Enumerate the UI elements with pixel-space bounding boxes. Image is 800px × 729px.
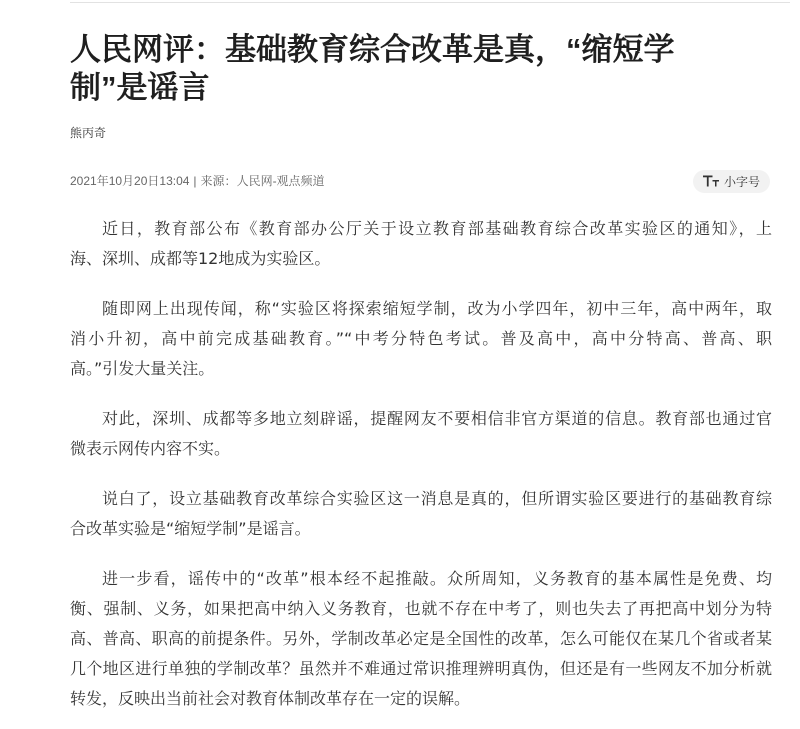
paragraph	[70, 294, 772, 384]
paragraph-line: 转发，反映出当前社会对教育体制改革存在一定的误解。	[70, 689, 471, 708]
article-title	[70, 31, 730, 107]
paragraph-line: 随即网上出现传闻，称“实验区将探索缩短学制，改为小学四年，初中三年，高中两年，取	[102, 299, 772, 318]
paragraph-line: 对此，深圳、成都等多地立刻辟谣，提醒网友不要相信非官方渠道的信息。教育部也通过官	[102, 409, 772, 428]
article-body	[70, 214, 772, 714]
paragraph-line: 衡、强制、义务，如果把高中纳入义务教育，也就不存在中考了，则也失去了再把高中划分为特	[70, 599, 772, 618]
paragraph	[70, 404, 772, 464]
article-title-line: 制”是谣言	[70, 70, 210, 105]
publish-meta	[70, 173, 325, 189]
paragraph-line: 进一步看，谣传中的“改革”根本经不起推敲。众所周知，义务教育的基本属性是免费、均	[102, 569, 772, 588]
font-size-toggle-button[interactable]	[693, 170, 770, 193]
paragraph-line: 合改革实验是“缩短学制”是谣言。	[70, 519, 311, 538]
paragraph	[70, 214, 772, 274]
paragraph-line: 说白了，设立基础教育改革综合实验区这一消息是真的，但所谓实验区要进行的基础教育综	[102, 489, 772, 508]
article	[70, 0, 776, 714]
publish-datetime: 2021年10月20日13:04	[70, 174, 190, 188]
font-size-icon	[703, 175, 719, 187]
meta-separator: |	[193, 174, 197, 188]
paragraph-line: 海、深圳、成都等12地成为实验区。	[70, 249, 331, 268]
article-title-line: 人民网评：基础教育综合改革是真，“缩短学	[70, 32, 675, 67]
paragraph-line: 高、普高、职高的前提条件。另外，学制改革必定是全国性的改革，怎么可能仅在某几个省或者某	[70, 629, 772, 648]
paragraph-line: 近日，教育部公布《教育部办公厅关于设立教育部基础教育综合改革实验区的通知》，上	[102, 219, 772, 238]
article-meta-row	[70, 169, 770, 193]
paragraph	[70, 564, 772, 714]
paragraph-line: 几个地区进行单独的学制改革？虽然并不难通过常识推理辨明真伪，但还是有一些网友不加分析就	[70, 659, 772, 678]
paragraph-line: 微表示网传内容不实。	[70, 439, 231, 458]
paragraph	[70, 484, 772, 544]
source-link[interactable]: 人民网-观点频道	[236, 174, 325, 188]
source-label: 来源：	[200, 174, 237, 188]
font-size-label: 小字号	[723, 174, 760, 189]
author-name: 熊丙奇	[70, 126, 107, 140]
paragraph-line: 高。”引发大量关注。	[70, 359, 215, 378]
paragraph-line: 消小升初，高中前完成基础教育。”“中考分特色考试。普及高中，高中分特高、普高、职	[70, 329, 772, 348]
